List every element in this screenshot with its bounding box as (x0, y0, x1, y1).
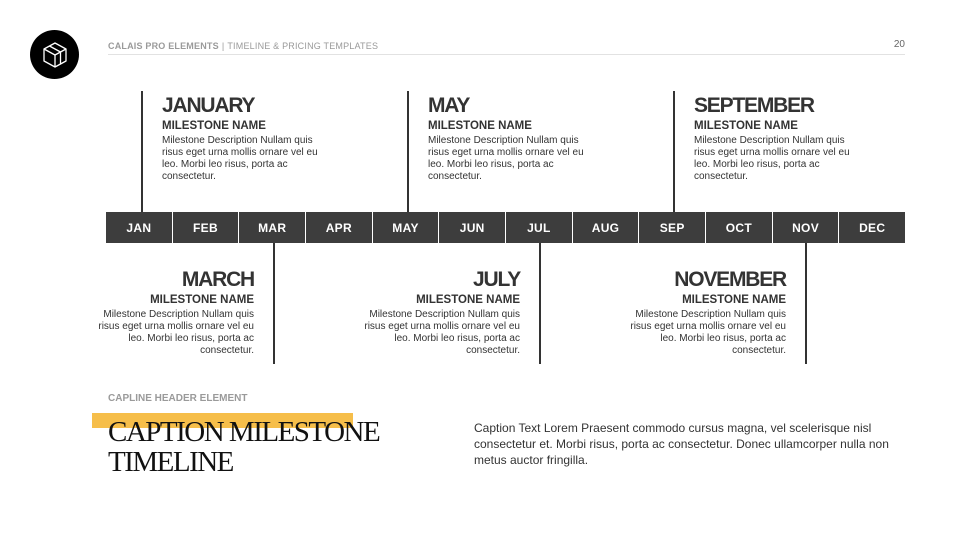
header-brand: CALAIS PRO ELEMENTS (108, 41, 219, 51)
month-may: MAY (373, 212, 440, 243)
connector-september (673, 91, 675, 212)
milestone-month: SEPTEMBER (694, 94, 814, 117)
milestone-name: MILESTONE NAME (682, 294, 786, 306)
milestone-september (694, 94, 864, 183)
caption-text: Caption Text Lorem Praesent commodo cursus magna, vel scelerisque nisl consectetur et. Morbi risus, porta ac consectetur. Donec ullamcorper nulla non metus auctor fringilla. (474, 421, 889, 467)
milestone-description: Milestone Description Nullam quis risus eget urna mollis ornare vel eu leo. Morbi leo risus, porta ac consectetur. (694, 135, 850, 182)
milestone-month: JULY (473, 268, 520, 291)
milestone-month: MARCH (181, 268, 254, 291)
header-subtitle: TIMELINE & PRICING TEMPLATES (227, 41, 379, 51)
milestone-may (428, 94, 598, 183)
connector-may (407, 91, 409, 212)
milestone-march (84, 268, 254, 357)
milestone-month: JANUARY (162, 94, 255, 117)
month-jul: JUL (506, 212, 573, 243)
caption-title (108, 417, 408, 477)
page-number: 20 (893, 39, 905, 50)
month-jan: JAN (106, 212, 173, 243)
header-divider (108, 54, 905, 55)
connector-january (141, 91, 143, 212)
milestone-month: NOVEMBER (674, 268, 786, 291)
milestone-description: Milestone Description Nullam quis risus eget urna mollis ornare vel eu leo. Morbi leo risus, porta ac consectetur. (98, 309, 254, 356)
month-timeline-bar (106, 212, 905, 243)
connector-november (805, 243, 807, 364)
month-jun: JUN (439, 212, 506, 243)
milestone-description: Milestone Description Nullam quis risus eget urna mollis ornare vel eu leo. Morbi leo risus, porta ac consectetur. (630, 309, 786, 356)
header-title (108, 41, 378, 51)
month-apr: APR (306, 212, 373, 243)
milestone-description: Milestone Description Nullam quis risus eget urna mollis ornare vel eu leo. Morbi leo risus, porta ac consectetur. (428, 135, 584, 182)
milestone-july (350, 268, 520, 357)
month-feb: FEB (173, 212, 240, 243)
connector-july (539, 243, 541, 364)
month-dec: DEC (859, 220, 886, 235)
milestone-name: MILESTONE NAME (150, 294, 254, 306)
milestone-name: MILESTONE NAME (162, 120, 266, 132)
month-sep: SEP (639, 212, 706, 243)
milestone-description: Milestone Description Nullam quis risus eget urna mollis ornare vel eu leo. Morbi leo risus, porta ac consectetur. (162, 135, 318, 182)
capline-header: CAPLINE HEADER ELEMENT (108, 393, 248, 404)
milestone-month: MAY (428, 94, 470, 117)
milestone-january (162, 94, 332, 183)
header-separator: | (221, 41, 225, 51)
milestone-name: MILESTONE NAME (428, 120, 532, 132)
milestone-name: MILESTONE NAME (416, 294, 520, 306)
milestone-description: Milestone Description Nullam quis risus eget urna mollis ornare vel eu leo. Morbi leo risus, porta ac consectetur. (364, 309, 520, 356)
logo (30, 30, 79, 79)
connector-march (273, 243, 275, 364)
milestone-november (616, 268, 786, 357)
cube-icon (42, 41, 68, 69)
month-oct: OCT (706, 212, 773, 243)
caption-title-line-2: TIMELINE (108, 446, 233, 478)
milestone-name: MILESTONE NAME (694, 120, 798, 132)
caption-title-line-1: CAPTION MILESTONE (108, 416, 380, 448)
month-nov: NOV (773, 212, 840, 243)
month-mar: MAR (239, 212, 306, 243)
month-aug: AUG (573, 212, 640, 243)
